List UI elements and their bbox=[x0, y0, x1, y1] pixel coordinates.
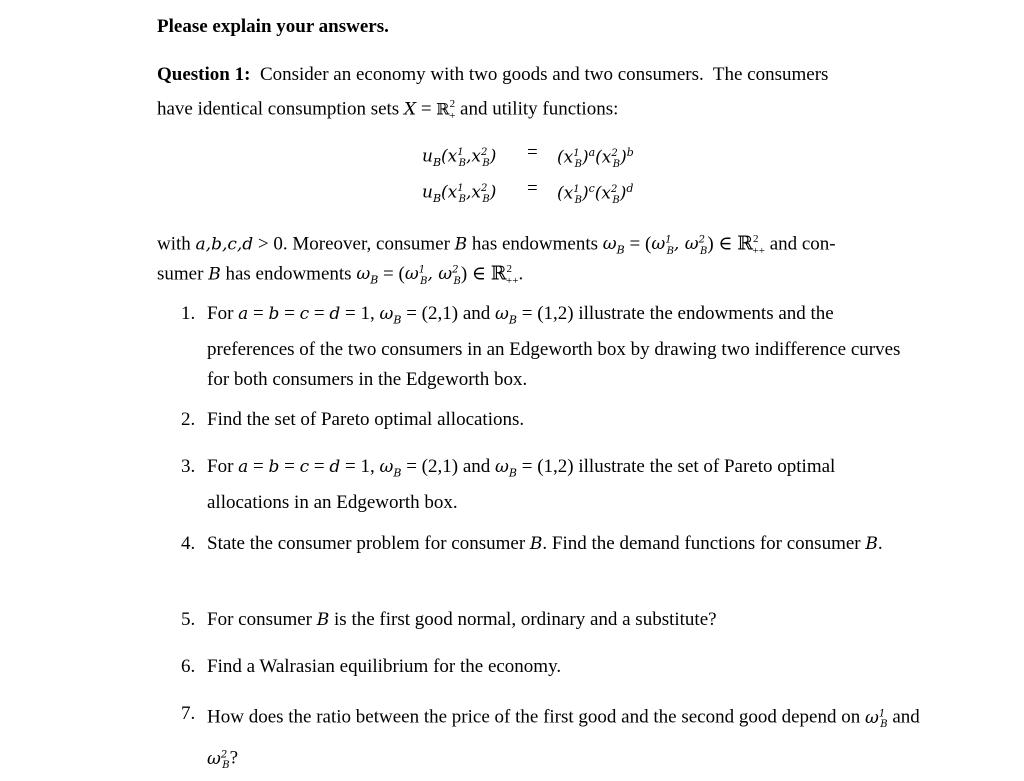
equation-2-rhs: $(x^1_B)^c(x^2_B)^d$ bbox=[557, 182, 634, 207]
endowment-line-1: with a,b,c,d > 0. Moreover, consumer B has endowments $\omega_B = (\omega^1_B$, $\omega^2_B$) ∈ ℝ$^2_{++}$ and con- bbox=[157, 233, 836, 258]
list-item: 6. Find a Walrasian equilibrium for the economy. bbox=[181, 656, 562, 677]
list-item: 4. State the consumer problem for consumer B. Find the demand functions for consumer B. bbox=[181, 533, 883, 554]
equation-2-lhs: $u_B(x^1_B,x^2_B)$ bbox=[422, 182, 497, 206]
equation-1-equals: = bbox=[527, 142, 538, 163]
list-item: 7. How does the ratio between the price of the first good and the second good depend on $\omega^1_B$ and $\omega^2_B$? bbox=[181, 703, 920, 772]
equation-2-equals: = bbox=[527, 178, 538, 199]
question-intro-line-1: Question 1: Consider an economy with two goods and two consumers. The consumers bbox=[157, 64, 829, 85]
question-label: Question 1: bbox=[157, 64, 251, 85]
instructions-header: Please explain your answers. bbox=[157, 16, 389, 37]
list-item: 3. For a = b = c = d = 1, $\omega_B = (2,1)$ and $\omega_B = (1,2)$ illustrate the set of Pareto optimal allocations in an Edgeworth box. bbox=[181, 456, 836, 514]
equation-1-lhs: $u_B(x^1_B,x^2_B)$ bbox=[422, 146, 497, 170]
list-item: 2. Find the set of Pareto optimal allocations. bbox=[181, 409, 525, 430]
equation-1-rhs: $(x^1_B)^a(x^2_B)^b$ bbox=[557, 146, 634, 171]
endowment-line-2: sumer B has endowments $\omega_B = (\omega^1_B$, $\omega^2_B$) ∈ ℝ$^2_{++}$. bbox=[157, 263, 524, 288]
list-item: 5. For consumer B is the first good normal, ordinary and a substitute? bbox=[181, 609, 717, 630]
list-item: 1. For a = b = c = d = 1, $\omega_B = (2,1)$ and $\omega_B = (1,2)$ illustrate the endowments and the preferences of the two consumers in an Edgeworth box by drawing two indifference curves for both consumers in the Edgeworth box. bbox=[181, 299, 921, 395]
question-intro-line-2: have identical consumption sets X = ℝ$^2_+$ and utility functions: bbox=[157, 98, 619, 123]
item-number: 1. bbox=[181, 303, 196, 324]
